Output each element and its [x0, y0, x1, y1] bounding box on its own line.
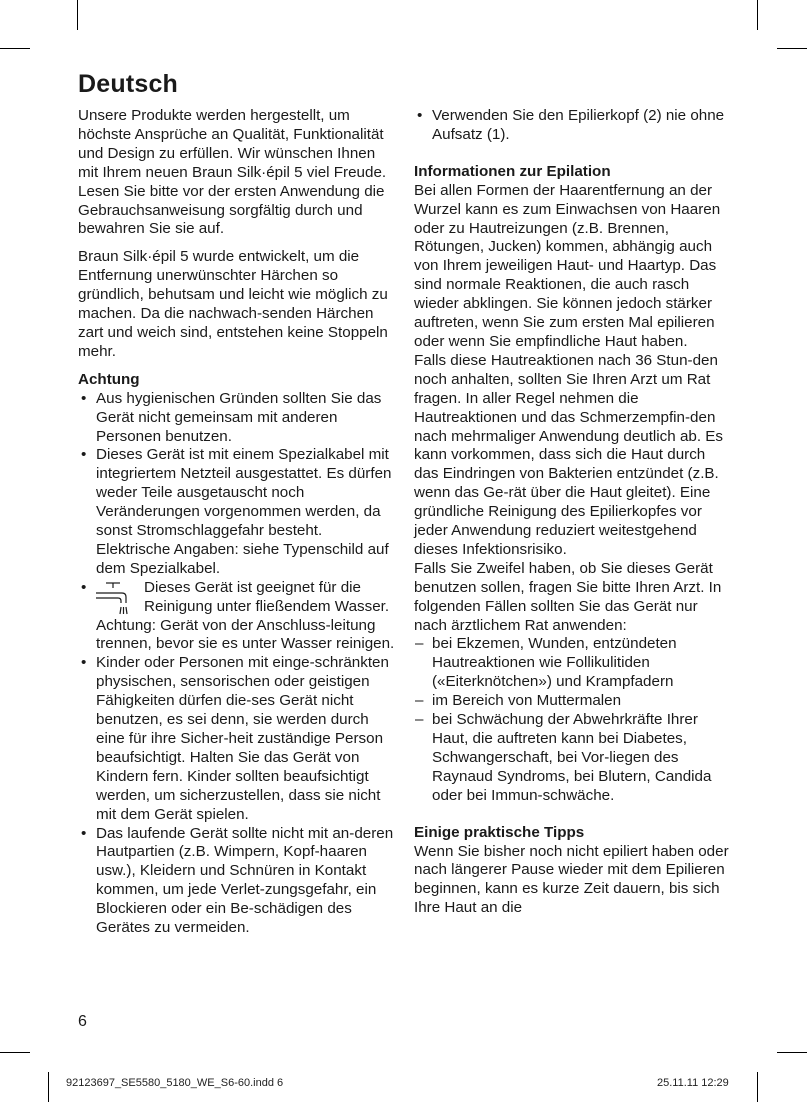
- left-column: [78, 107, 396, 938]
- paragraph: Bei allen Formen der Haarentfernung an der Wurzel kann es zum Einwachsen von Haaren oder zu Hautreizungen (z.B. Brennen, Rötungen, Jucken) kommen, abhängig auch von Ihrem jeweiligen Haut- und Haartyp. Das sind normale Reaktionen, die auch rasch wieder abklingen. Sie können jedoch stärker auftreten, wenn Sie zum ersten Mal epilieren oder wenn Sie empfindliche Haut haben.: [414, 181, 721, 350]
- footer-file-name: 92123697_SE5580_5180_WE_S6-60.indd 6: [66, 1077, 284, 1089]
- water-suitability-text: • Dieses Gerät ist geeignet für die Reinigung unter fließendem Wasser.: [144, 578, 390, 615]
- right-column: [414, 107, 732, 918]
- bullet-item: • Das laufende Gerät sollte nicht mit an-deren Hautpartien (z.B. Wimpern, Kopf-haaren usw.), Kleidern und Schnüren in Kontakt kommen, um jede Verlet-zungsgefahr, ein Blockieren oder ein Be-schädigen des Gerätes zu vermeiden.: [78, 825, 396, 938]
- footer-date: 25.11.11 12:29: [657, 1077, 729, 1089]
- water-tap-icon: [96, 581, 136, 619]
- page-number: 6: [78, 1013, 87, 1030]
- crop-mark: [0, 1052, 30, 1053]
- paragraph: Wenn Sie bisher noch nicht epiliert haben oder nach längerer Pause wieder mit dem Epilieren beginnen, kann es kurze Zeit dauern, bis sich Ihre Haut an die: [414, 842, 729, 917]
- page-title: Deutsch: [78, 70, 179, 98]
- crop-mark: [757, 0, 758, 30]
- section-heading: Einige praktische Tipps: [414, 823, 585, 841]
- dash-item: – im Bereich von Muttermalen: [414, 692, 732, 711]
- bullet-item: • Aus hygienischen Gründen sollten Sie das Gerät nicht gemeinsam mit anderen Personen benutzen.: [78, 390, 396, 447]
- paragraph: Falls diese Hautreaktionen nach 36 Stun-den noch anhalten, sollten Sie Ihren Arzt um Rat fragen. In aller Regel nehmen die Hautreaktionen und das Schmerzempfin-den nach mehrmaliger Anwendung deutlich ab. Es kann vorkommen, dass sich die Haut durch das Eindringen von Bakterien entzündet (z.B. wenn das Ge-rät über die Haut gleitet). Eine gründliche Reinigung des Epilierkopfes vor jeder Anwendung reduziert weitestgehend dieses Infektionsrisiko.: [414, 351, 723, 558]
- intro-paragraph: Braun Silk·épil 5 wurde entwickelt, um die Entfernung unerwünschter Härchen so gründlich, behutsam und leicht wie möglich zu machen. Da die nachwach-senden Härchen zart und weich sind, entstehen keine Stoppeln mehr.: [78, 248, 388, 360]
- bullet-item: • Verwenden Sie den Epilierkopf (2) nie ohne Aufsatz (1).: [414, 107, 732, 145]
- intro-paragraph: Unsere Produkte werden hergestellt, um höchste Ansprüche an Qualität, Funktionalität und Design zu erfüllen. Wir wünschen Ihnen mit Ihrem neuen Braun Silk·épil 5 viel Freude. Lesen Sie bitte vor der ersten Anwendung die Gebrauchsanweisung sorgfältig durch und bewahren Sie sie auf.: [78, 107, 387, 238]
- section-heading: Informationen zur Epilation: [414, 162, 611, 180]
- crop-mark: [757, 1072, 758, 1102]
- paragraph: Falls Sie Zweifel haben, ob Sie dieses Gerät benutzen sollen, fragen Sie bitte Ihren Arzt. In folgenden Fällen sollten Sie das Gerät nur nach ärztlichem Rat anwenden:: [414, 559, 722, 634]
- crop-mark: [0, 48, 30, 49]
- bullet-item-water: [78, 579, 396, 655]
- bullet-item: • Kinder oder Personen mit einge-schränkten physischen, sensorischen oder geistigen Fähigkeiten dürfen die-ses Gerät nicht benutzen, es sei denn, sie werden durch eine für ihre Sicher-heit zuständige Person beaufsichtigt. Halten Sie das Gerät von Kindern fern. Kinder sollten beaufsichtigt werden, um sicherzustellen, dass sie nicht mit dem Gerät spielen.: [78, 654, 396, 824]
- warning-heading: Achtung: [78, 370, 140, 388]
- crop-mark: [48, 1072, 49, 1102]
- crop-mark: [77, 0, 78, 30]
- dash-item: – bei Ekzemen, Wunden, entzündeten Hautreaktionen wie Follikulitiden («Eiterknötchen») und Krampfadern: [414, 635, 732, 692]
- crop-mark: [777, 48, 807, 49]
- crop-mark: [777, 1052, 807, 1053]
- bullet-item: • Dieses Gerät ist mit einem Spezialkabel mit integriertem Netzteil ausgestattet. Es dürfen weder Teile ausgetauscht noch Veränderungen vorgenommen werden, da sonst Stromschlaggefahr besteht. Elektrische Angaben: siehe Typenschild auf dem Spezialkabel.: [78, 446, 396, 578]
- dash-item: – bei Schwächung der Abwehrkräfte Ihrer Haut, die auftreten kann bei Diabetes, Schwangerschaft, bei Vor-liegen des Raynaud Syndroms, bei Blutern, Candida oder bei Immun-schwäche.: [414, 711, 732, 806]
- water-cleaning-note: Achtung: Gerät von der Anschluss-leitung trennen, bevor sie es unter Wasser reinigen.: [96, 616, 395, 653]
